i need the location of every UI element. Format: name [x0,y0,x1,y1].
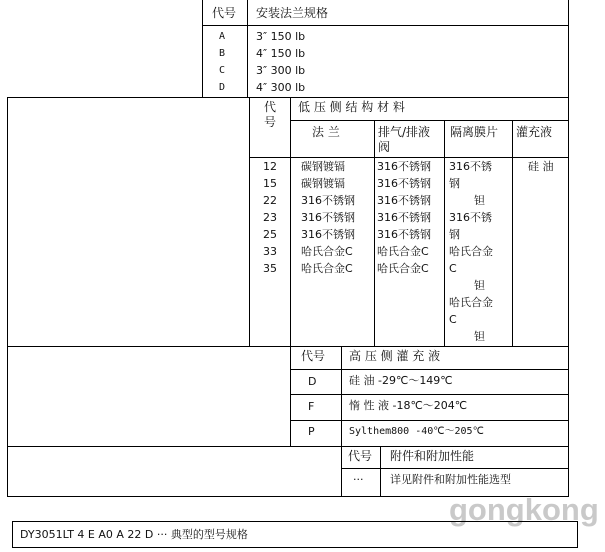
rule [7,97,569,98]
high-side-title: 高 压 侧 灌 充 液 [349,349,441,363]
high-side-code: P [308,425,315,438]
diaphragm-line: C [449,313,457,326]
model-example-box [12,521,578,548]
low-side-flange: 316不锈钢 [301,211,355,224]
diaphragm-line: 哈氏合金 [449,296,493,309]
accessories-title-header: 附件和附加性能 [390,449,475,463]
low-side-code: 33 [263,245,277,258]
low-side-flange: 316不锈钢 [301,228,355,241]
accessories-desc: 详见附件和附加性能选型 [390,473,511,486]
rule [290,346,291,446]
low-side-code: 15 [263,177,277,190]
low-side-flange: 碳钢镀镉 [301,177,345,190]
model-example-text: DY3051LT 4 E A0 A 22 D ··· 典型的型号规格 [20,528,248,541]
rule [249,97,250,346]
watermark-logo: gongkong [449,492,599,527]
low-side-code: 35 [263,262,277,275]
flange-code-d: D [219,82,226,93]
high-side-code-header: 代号 [301,349,326,363]
high-side-code: F [308,400,315,413]
rule [341,468,569,469]
col-diaphragm-header: 隔离膜片 [450,125,499,139]
rule [202,25,568,26]
low-side-code: 25 [263,228,277,241]
rule [341,446,342,497]
diaphragm-line: 钽 [474,279,485,292]
low-side-flange: 哈氏合金C [301,262,353,275]
rule [444,120,445,346]
diaphragm-line: 钽 [474,330,485,343]
low-side-title: 低 压 侧 结 构 材 料 [298,100,405,114]
low-side-code: 12 [263,160,277,173]
low-side-vent: 316不锈钢 [377,177,431,190]
accessories-code-header: 代号 [348,449,373,463]
diaphragm-line: 316不锈 [449,160,492,173]
diaphragm-line: C [449,262,457,275]
rule [247,0,248,97]
rule [374,120,375,346]
rule [568,0,569,97]
rule [290,420,569,421]
flange-code-a: A [219,31,226,42]
low-side-code: 22 [263,194,277,207]
diaphragm-line: 钽 [474,194,485,207]
rule [249,157,569,158]
rule [341,346,342,446]
rule [290,394,569,395]
low-side-flange: 316不锈钢 [301,194,355,207]
rule [7,446,569,447]
low-side-code-header: 代 号 [264,100,277,129]
high-side-code: D [308,375,317,388]
low-side-vent: 哈氏合金C [377,245,429,258]
flange-spec-a: 3″ 150 lb [256,30,306,43]
low-side-vent: 316不锈钢 [377,160,431,173]
low-side-vent: 316不锈钢 [377,228,431,241]
diaphragm-line: 钢 [449,177,460,190]
rule [7,97,8,497]
diaphragm-line: 316不锈 [449,211,492,224]
rule [512,120,513,346]
flange-title-header: 安装法兰规格 [256,6,329,20]
col-vent-header: 排气/排液 [378,125,431,139]
low-side-fill: 硅 油 [528,160,554,173]
low-side-flange: 碳钢镀镉 [301,160,345,173]
diaphragm-line: 哈氏合金 [449,245,493,258]
low-side-vent: 316不锈钢 [377,194,431,207]
low-side-code: 23 [263,211,277,224]
flange-code-c: C [219,65,226,76]
rule [290,369,569,370]
flange-code-b: B [219,48,226,59]
low-side-vent: 哈氏合金C [377,262,429,275]
flange-spec-c: 3″ 300 lb [256,64,306,77]
flange-spec-b: 4″ 150 lb [256,47,306,60]
rule [380,446,381,497]
flange-spec-d: 4″ 300 lb [256,81,306,94]
high-side-desc: 惰 性 液 -18℃～204℃ [349,399,468,412]
high-side-desc: 硅 油 -29℃～149℃ [349,374,453,387]
col-flange-header: 法 兰 [312,125,340,139]
rule [202,0,203,97]
rule [7,346,569,347]
diaphragm-line: 钢 [449,228,460,241]
flange-code-header: 代号 [212,6,237,20]
col-vent-header-2: 阀 [378,140,391,154]
col-fill-header: 灌充液 [516,125,553,139]
rule [290,97,291,346]
accessories-code: ··· [353,473,364,486]
high-side-desc: Sylthem800 -40℃～205℃ [349,426,484,437]
low-side-flange: 哈氏合金C [301,245,353,258]
rule [290,120,569,121]
low-side-vent: 316不锈钢 [377,211,431,224]
